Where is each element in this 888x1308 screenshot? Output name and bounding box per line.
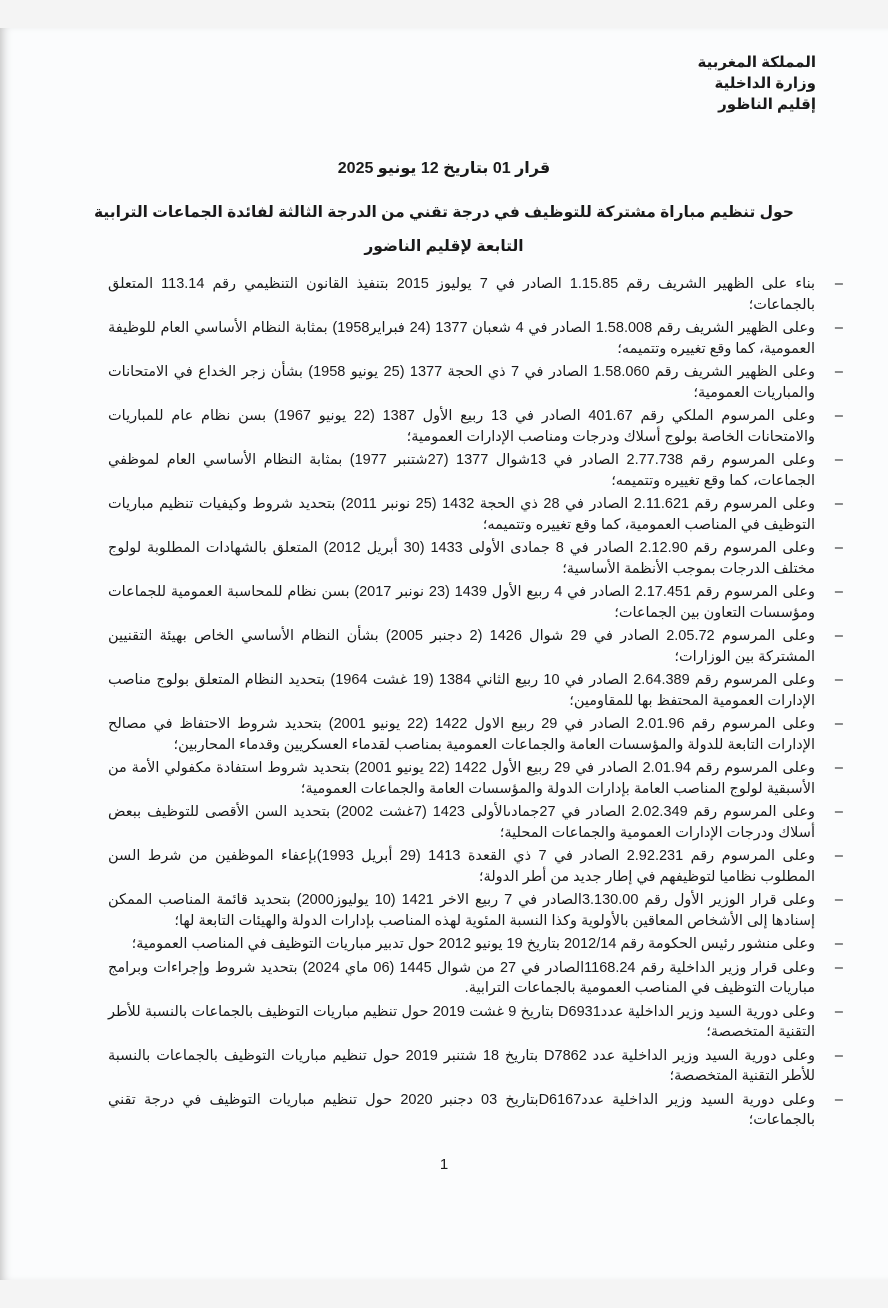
bullet-dash: – — [834, 716, 843, 732]
list-item-text: وعلى دورية السيد وزير الداخلية عدد D7862 بتاريخ 18 شتنبر 2019 حول تنظيم مباريات التوظيف بالجماعات بالنسبة للأطر التقنية المتخصصة؛ — [108, 1047, 815, 1084]
list-item — [108, 450, 843, 491]
list-item-text: وعلى المرسوم رقم 2.64.389 الصادر في 10 ربيع الثاني 1384 (19 غشت 1964) بتحديد النظام المتعلق بولوج مناصب الإدارات العمومية المحتفظ بها للمقاومين؛ — [108, 672, 815, 709]
list-item — [108, 1090, 843, 1131]
list-item — [108, 274, 843, 315]
page-number: 1 — [439, 1155, 449, 1173]
list-item-text: وعلى الظهير الشريف رقم 1.58.008 الصادر في 4 شعبان 1377 (24 فبراير1958) بمثابة النظام الأساسي العام للوظيفة العمومية، كما وقع تغييره وتتميمه؛ — [108, 320, 815, 357]
letterhead-ministry: وزارة الداخلية — [714, 75, 816, 92]
bullet-dash: – — [834, 892, 843, 908]
list-item — [108, 582, 843, 623]
list-item-text: وعلى المرسوم رقم 2.02.349 الصادر في 27جمادىالأولى 1423 (7غشت 2002) بتحديد السن الأقصى للتوظيف ببعض أسلاك ودرجات الإدارات العمومية والجماعات المحلية؛ — [108, 804, 815, 841]
list-item-text: وعلى المرسوم رقم 2.77.738 الصادر في 13شوال 1377 (27شتنبر 1977) بمثابة النظام الأساسي العام لموظفي الجماعات، كما وقع تغييره وتتميمه؛ — [108, 452, 815, 489]
list-item-text: وعلى منشور رئيس الحكومة رقم 2012/14 بتاريخ 19 يونيو 2012 حول تدبير مباريات التوظيف في المناصب العمومية؛ — [131, 936, 815, 952]
bullet-dash: – — [834, 760, 843, 776]
list-item-text: وعلى قرار وزير الداخلية رقم 1168.24الصادر في 27 من شوال 1445 (06 ماي 2024) بتحديد شروط وإجراءات وبرامج مباريات التوظيف في المناصب العمومية بالجماعات الترابية. — [108, 959, 815, 996]
list-item — [108, 958, 843, 999]
letterhead-kingdom: المملكة المغربية — [697, 54, 816, 71]
list-item — [108, 494, 843, 535]
bullet-dash: – — [834, 320, 843, 336]
list-item-text: وعلى المرسوم رقم 2.12.90 الصادر في 8 جمادى الأولى 1433 (30 أبريل 2012) المتعلق بالشهادات المطلوبة لولوج مختلف الدرجات بموجب الأنظمة الأساسية؛ — [108, 540, 815, 577]
list-item — [108, 802, 843, 843]
list-item-text: وعلى دورية السيد وزير الداخلية عددD6931 بتاريخ 9 غشت 2019 حول تنظيم مباريات التوظيف بالجماعات بالنسبة للأطر التقنية المتخصصة؛ — [108, 1003, 815, 1040]
bullet-dash: – — [834, 959, 843, 976]
list-item — [108, 538, 843, 579]
list-item — [108, 1046, 843, 1087]
document-body — [0, 28, 888, 1175]
list-item-text: وعلى المرسوم رقم 2.17.451 الصادر في 4 ربيع الأول 1439 (23 نونبر 2017) بسن نظام للمحاسبة العمومية للجماعات ومؤسسات التعاون بين الجماعات؛ — [108, 584, 815, 621]
decision-title: قرار 01 بتاريخ 12 يونيو 2025 — [337, 160, 551, 177]
list-item — [108, 626, 843, 667]
bullet-dash: – — [834, 364, 843, 380]
list-item-text: وعلى المرسوم رقم 2.01.96 الصادر في 29 ربيع الاول 1422 (22 يونيو 2001) بتحديد شروط الاحتفاظ في مصالح الإدارات التابعة للدولة والمؤسسات العامة والجماعات العمومية بمناصب لقدماء العسكريين وقدماء المحاربين؛ — [108, 716, 815, 753]
list-item-text: وعلى المرسوم رقم 2.92.231 الصادر في 7 ذي القعدة 1413 (29 أبريل 1993)بإعفاء الموظفين من شرط السن المطلوب نظاميا لتوظيفهم في إطار جديد من أطر الدولة؛ — [108, 848, 815, 885]
list-item — [108, 758, 843, 799]
list-item — [108, 890, 843, 931]
bullet-dash: – — [834, 496, 843, 512]
list-item — [108, 406, 843, 447]
list-item — [108, 934, 843, 955]
bullet-dash: – — [834, 408, 843, 424]
decision-subtitle — [74, 196, 814, 264]
list-item — [108, 714, 843, 755]
bullet-dash: – — [834, 584, 843, 600]
subtitle-line: التابعة لإقليم الناضور — [364, 238, 524, 255]
letterhead-province: إقليم الناظور — [718, 96, 816, 113]
legal-references-list — [108, 274, 843, 1131]
bullet-dash: – — [834, 1091, 843, 1108]
list-item-text: وعلى المرسوم رقم 2.01.94 الصادر في 29 ربيع الأول 1422 (22 يونيو 2001) بتحديد شروط استفادة مكفولي الأمة من الأسبقية لولوج المناصب العامة بإدارات الدولة والمؤسسات العامة والجماعات العمومية؛ — [108, 760, 815, 797]
bullet-dash: – — [834, 848, 843, 864]
list-item-text: وعلى المرسوم رقم 2.11.621 الصادر في 28 ذي الحجة 1432 (25 نونبر 2011) بتحديد شروط وكيفيات تنظيم مباريات التوظيف في المناصب العمومية، كما وقع تغييره وتتميمه؛ — [108, 496, 815, 533]
list-item — [108, 1002, 843, 1043]
bullet-dash: – — [834, 452, 843, 468]
bullet-dash: – — [834, 540, 843, 556]
list-item-text: وعلى قرار الوزير الأول رقم 3.130.00الصادر في 7 ربيع الاخر 1421 (10 يوليوز2000) بتحديد قائمة المناصب الممكن إسنادها إلى الأشخاص المعاقين بالأولوية وكذا النسبة المئوية لهذه المناصب بإدارات الدولة والهيئات التابعة لها؛ — [108, 892, 816, 929]
list-item-text: وعلى دورية السيد وزير الداخلية عددD6167بتاريخ 03 دجنبر 2020 حول تنظيم مباريات التوظيف في درجة تقني بالجماعات؛ — [108, 1091, 815, 1128]
list-item-text: وعلى الظهير الشريف رقم 1.58.060 الصادر في 7 ذي الحجة 1377 (25 يونيو 1958) بشأن زجر الخداع في الامتحانات والمباريات العمومية؛ — [108, 364, 815, 401]
bullet-dash: – — [834, 628, 843, 644]
list-item-text: وعلى المرسوم الملكي رقم 401.67 الصادر في 13 ربيع الأول 1387 (22 يونيو 1967) بسن نظام عام للمباريات والامتحانات الخاصة بولوج أسلاك ودرجات ومناصب الإدارات العمومية؛ — [108, 408, 815, 445]
bullet-dash: – — [834, 804, 843, 820]
list-item-text: بناء على الظهير الشريف رقم 1.15.85 الصادر في 7 يوليوز 2015 بتنفيذ القانون التنظيمي رقم 113.14 المتعلق بالجماعات؛ — [108, 276, 815, 313]
bullet-dash: – — [834, 1003, 843, 1020]
bullet-dash: – — [834, 672, 843, 688]
bullet-dash: – — [834, 1047, 843, 1064]
list-item — [108, 318, 843, 359]
list-item — [108, 846, 843, 887]
subtitle-line: حول تنظيم مباراة مشتركة للتوظيف في درجة تقني من الدرجة الثالثة لفائدة الجماعات الترابية — [94, 204, 794, 221]
bullet-dash: – — [834, 276, 843, 292]
list-item-text: وعلى المرسوم 2.05.72 الصادر في 29 شوال 1426 (2 دجنبر 2005) بشأن النظام الأساسي الخاص بهيئة التقنيين المشتركة بين الوزارات؛ — [108, 628, 816, 665]
list-item — [108, 670, 843, 711]
document-page — [0, 28, 888, 1280]
bullet-dash: – — [834, 936, 843, 952]
list-item — [108, 362, 843, 403]
